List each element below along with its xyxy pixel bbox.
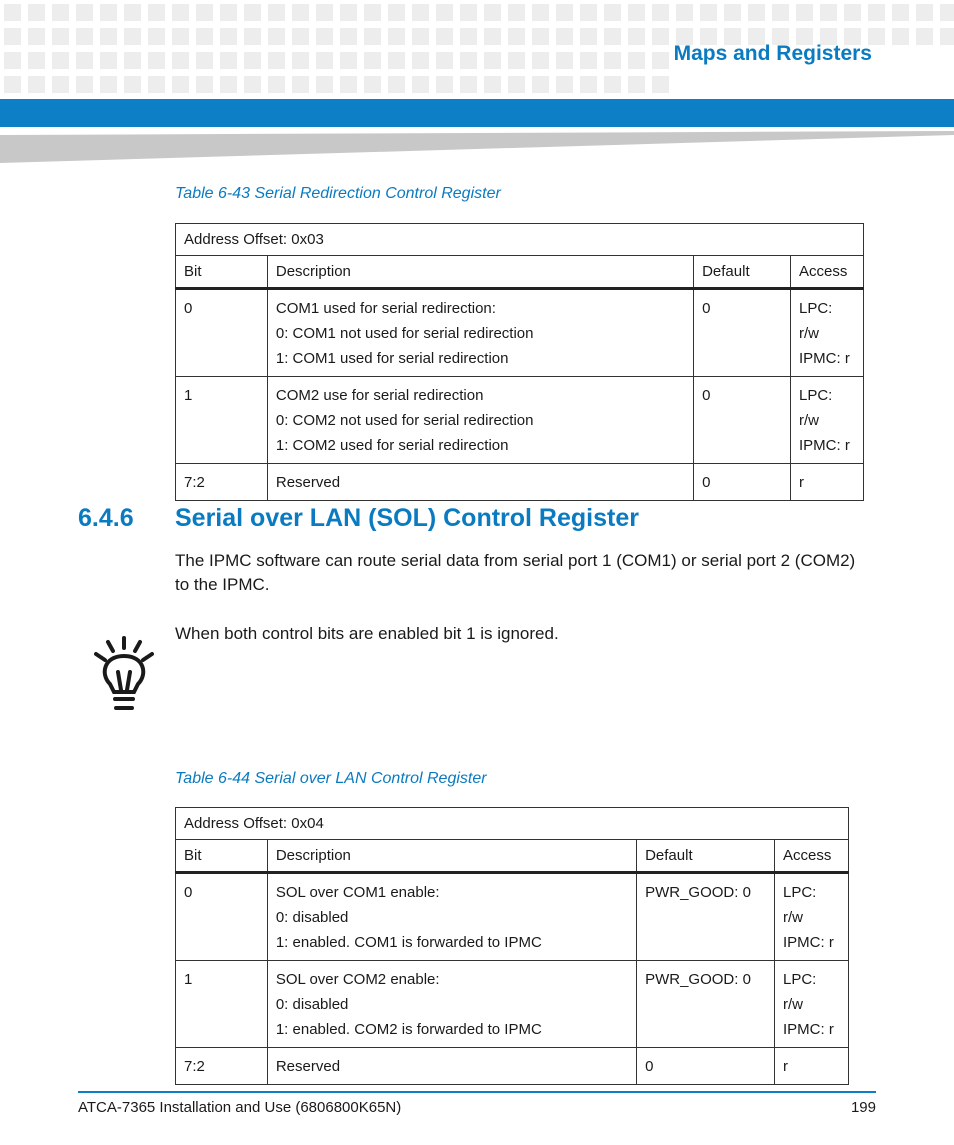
table1-col-access: Access: [791, 256, 864, 289]
cell-access-line: LPC: r/w: [799, 387, 833, 429]
table2-caption: Table 6-44 Serial over LAN Control Register: [175, 770, 487, 787]
cell-access-line: LPC: r/w: [783, 971, 817, 1013]
table-row: [176, 377, 864, 464]
section-number: 6.4.6: [78, 504, 134, 532]
table2-address: Address Offset: 0x04: [176, 808, 849, 840]
cell-access: [791, 289, 864, 377]
cell-default: [637, 961, 775, 1048]
cell-access-line: r: [783, 1058, 788, 1075]
cell-description-line: COM2 use for serial redirection: [275, 387, 484, 404]
cell-description-line: 1: COM2 used for serial redirection: [275, 437, 509, 454]
cell-description-line: 1: COM1 used for serial redirection: [275, 350, 509, 367]
cell-description: [267, 377, 693, 464]
cell-description: [267, 961, 636, 1048]
cell-default-line: 0: [702, 300, 711, 317]
cell-description: [267, 289, 693, 377]
table2-col-access: Access: [775, 840, 849, 873]
footer-rule: [78, 1091, 876, 1093]
cell-description: [267, 1048, 636, 1085]
cell-access: [775, 873, 849, 961]
cell-bit: [176, 377, 268, 464]
table2-col-default: Default: [637, 840, 775, 873]
cell-description: [267, 873, 636, 961]
cell-description-line: 1: enabled. COM2 is forwarded to IPMC: [275, 1021, 542, 1038]
table2-col-description: Description: [267, 840, 636, 873]
cell-description-line: 0: disabled: [275, 909, 349, 926]
cell-access-line: LPC: r/w: [799, 300, 833, 342]
cell-default: [694, 377, 791, 464]
table1-col-default: Default: [694, 256, 791, 289]
table-row: [176, 961, 849, 1048]
table1-col-bit: Bit: [176, 256, 268, 289]
header-swoosh: [0, 127, 954, 167]
table1-caption: Table 6-43 Serial Redirection Control Register: [175, 185, 501, 202]
table-row: [176, 289, 864, 377]
cell-bit-line: 0: [184, 884, 193, 901]
cell-bit-line: 1: [184, 971, 193, 988]
cell-description-line: COM1 used for serial redirection:: [275, 300, 496, 317]
cell-default: [694, 464, 791, 501]
cell-default: [694, 289, 791, 377]
lightbulb-icon: [94, 636, 154, 716]
cell-access: [775, 961, 849, 1048]
cell-access: [775, 1048, 849, 1085]
table-row: [176, 1048, 849, 1085]
table-row: [176, 464, 864, 501]
cell-description-line: 1: enabled. COM1 is forwarded to IPMC: [275, 934, 542, 951]
cell-default-line: 0: [702, 474, 711, 491]
cell-bit-line: 7:2: [184, 1058, 205, 1075]
cell-bit: [176, 1048, 268, 1085]
cell-description-line: Reserved: [275, 474, 341, 491]
cell-default: [637, 1048, 775, 1085]
table1: [175, 223, 864, 501]
cell-default: [637, 873, 775, 961]
cell-bit-line: 0: [184, 300, 193, 317]
cell-description-line: 0: COM1 not used for serial redirection: [275, 325, 534, 342]
cell-bit: [176, 961, 268, 1048]
cell-access: [791, 377, 864, 464]
cell-default-line: 0: [702, 387, 711, 404]
table-row: [176, 873, 849, 961]
cell-bit: [176, 289, 268, 377]
cell-description: [267, 464, 693, 501]
cell-bit-line: 1: [184, 387, 193, 404]
cell-description-line: 0: disabled: [275, 996, 349, 1013]
footer-document-title: ATCA-7365 Installation and Use (6806800K65N): [78, 1099, 402, 1116]
cell-description-line: SOL over COM1 enable:: [275, 884, 440, 901]
cell-description-line: 0: COM2 not used for serial redirection: [275, 412, 534, 429]
cell-access-line: IPMC: r: [799, 350, 850, 367]
section-paragraph: The IPMC software can route serial data from serial port 1 (COM1) or serial port 2 (COM2) to the IPMC.: [175, 551, 856, 594]
cell-bit: [176, 873, 268, 961]
cell-bit: [176, 464, 268, 501]
cell-description-line: Reserved: [275, 1058, 341, 1075]
cell-default-line: PWR_GOOD: 0: [645, 884, 751, 901]
header-blue-bar: [0, 99, 954, 127]
table1-col-description: Description: [267, 256, 693, 289]
cell-default-line: PWR_GOOD: 0: [645, 971, 751, 988]
cell-access: [791, 464, 864, 501]
cell-bit-line: 7:2: [184, 474, 205, 491]
footer-page-number: 199: [850, 1099, 876, 1116]
header-title: Maps and Registers: [673, 42, 872, 65]
cell-description-line: SOL over COM2 enable:: [275, 971, 440, 988]
cell-access-line: IPMC: r: [783, 934, 834, 951]
cell-access-line: IPMC: r: [799, 437, 850, 454]
section-title: Serial over LAN (SOL) Control Register: [175, 504, 639, 532]
table1-address: Address Offset: 0x03: [176, 224, 864, 256]
cell-default-line: 0: [645, 1058, 654, 1075]
cell-access-line: LPC: r/w: [783, 884, 817, 926]
note-text: When both control bits are enabled bit 1 is ignored.: [175, 624, 559, 643]
table2-col-bit: Bit: [176, 840, 268, 873]
cell-access-line: IPMC: r: [783, 1021, 834, 1038]
table2: [175, 807, 849, 1085]
cell-access-line: r: [799, 474, 804, 491]
